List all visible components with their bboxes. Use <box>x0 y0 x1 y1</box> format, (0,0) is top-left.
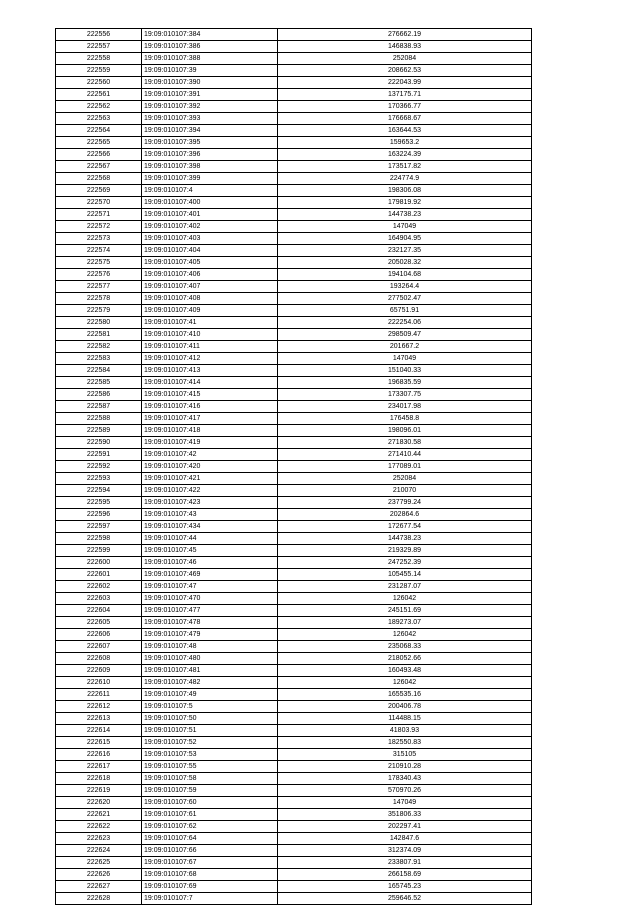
value-cell: 196835.59 <box>278 377 532 389</box>
value-cell: 252084 <box>278 473 532 485</box>
value-cell: 237799.24 <box>278 497 532 509</box>
value-cell: 231287.07 <box>278 581 532 593</box>
row-id-cell: 222613 <box>56 713 142 725</box>
table-row <box>56 377 532 389</box>
row-id-cell: 222610 <box>56 677 142 689</box>
value-cell: 126042 <box>278 593 532 605</box>
cadastral-number-cell: 19:09:010107:39 <box>142 65 278 77</box>
row-id-cell: 222595 <box>56 497 142 509</box>
value-cell: 202297.41 <box>278 821 532 833</box>
table-row <box>56 461 532 473</box>
row-id-cell: 222602 <box>56 581 142 593</box>
cadastral-number-cell: 19:09:010107:388 <box>142 53 278 65</box>
value-cell: 176668.67 <box>278 113 532 125</box>
table-row <box>56 449 532 461</box>
row-id-cell: 222576 <box>56 269 142 281</box>
value-cell: 234017.98 <box>278 401 532 413</box>
value-cell: 189273.07 <box>278 617 532 629</box>
table-row <box>56 677 532 689</box>
value-cell: 179819.92 <box>278 197 532 209</box>
row-id-cell: 222556 <box>56 29 142 41</box>
row-id-cell: 222573 <box>56 233 142 245</box>
table-row <box>56 689 532 701</box>
table-row <box>56 593 532 605</box>
row-id-cell: 222588 <box>56 413 142 425</box>
row-id-cell: 222577 <box>56 281 142 293</box>
table-body <box>56 29 532 905</box>
value-cell: 245151.69 <box>278 605 532 617</box>
table-row <box>56 65 532 77</box>
table-row <box>56 881 532 893</box>
value-cell: 159653.2 <box>278 137 532 149</box>
value-cell: 252084 <box>278 53 532 65</box>
row-id-cell: 222557 <box>56 41 142 53</box>
table-row <box>56 605 532 617</box>
value-cell: 147049 <box>278 221 532 233</box>
row-id-cell: 222572 <box>56 221 142 233</box>
cadastral-number-cell: 19:09:010107:52 <box>142 737 278 749</box>
table-row <box>56 533 532 545</box>
table-row <box>56 77 532 89</box>
cadastral-number-cell: 19:09:010107:393 <box>142 113 278 125</box>
row-id-cell: 222608 <box>56 653 142 665</box>
row-id-cell: 222619 <box>56 785 142 797</box>
cadastral-number-cell: 19:09:010107:404 <box>142 245 278 257</box>
row-id-cell: 222622 <box>56 821 142 833</box>
table-row <box>56 209 532 221</box>
table-row <box>56 665 532 677</box>
row-id-cell: 222559 <box>56 65 142 77</box>
value-cell: 222043.99 <box>278 77 532 89</box>
row-id-cell: 222601 <box>56 569 142 581</box>
cadastral-number-cell: 19:09:010107:68 <box>142 869 278 881</box>
value-cell: 276662.19 <box>278 29 532 41</box>
table-row <box>56 269 532 281</box>
cadastral-number-cell: 19:09:010107:395 <box>142 137 278 149</box>
table-row <box>56 257 532 269</box>
table-row <box>56 701 532 713</box>
row-id-cell: 222591 <box>56 449 142 461</box>
row-id-cell: 222590 <box>56 437 142 449</box>
cadastral-number-cell: 19:09:010107:5 <box>142 701 278 713</box>
value-cell: 105455.14 <box>278 569 532 581</box>
cadastral-number-cell: 19:09:010107:50 <box>142 713 278 725</box>
value-cell: 315105 <box>278 749 532 761</box>
value-cell: 247252.39 <box>278 557 532 569</box>
cadastral-number-cell: 19:09:010107:390 <box>142 77 278 89</box>
value-cell: 351806.33 <box>278 809 532 821</box>
value-cell: 259646.52 <box>278 893 532 905</box>
cadastral-number-cell: 19:09:010107:407 <box>142 281 278 293</box>
cadastral-number-cell: 19:09:010107:41 <box>142 317 278 329</box>
table-row <box>56 185 532 197</box>
row-id-cell: 222623 <box>56 833 142 845</box>
row-id-cell: 222628 <box>56 893 142 905</box>
cadastral-number-cell: 19:09:010107:416 <box>142 401 278 413</box>
row-id-cell: 222565 <box>56 137 142 149</box>
row-id-cell: 222604 <box>56 605 142 617</box>
cadastral-number-cell: 19:09:010107:51 <box>142 725 278 737</box>
cadastral-number-cell: 19:09:010107:46 <box>142 557 278 569</box>
value-cell: 233807.91 <box>278 857 532 869</box>
row-id-cell: 222574 <box>56 245 142 257</box>
table-row <box>56 161 532 173</box>
table-row <box>56 437 532 449</box>
row-id-cell: 222578 <box>56 293 142 305</box>
value-cell: 200406.78 <box>278 701 532 713</box>
table-row <box>56 725 532 737</box>
table-row <box>56 233 532 245</box>
value-cell: 193264.4 <box>278 281 532 293</box>
row-id-cell: 222616 <box>56 749 142 761</box>
value-cell: 173517.82 <box>278 161 532 173</box>
row-id-cell: 222579 <box>56 305 142 317</box>
row-id-cell: 222570 <box>56 197 142 209</box>
cadastral-number-cell: 19:09:010107:481 <box>142 665 278 677</box>
row-id-cell: 222597 <box>56 521 142 533</box>
row-id-cell: 222593 <box>56 473 142 485</box>
cadastral-number-cell: 19:09:010107:480 <box>142 653 278 665</box>
table-row <box>56 713 532 725</box>
value-cell: 178340.43 <box>278 773 532 785</box>
cadastral-number-cell: 19:09:010107:61 <box>142 809 278 821</box>
value-cell: 126042 <box>278 677 532 689</box>
cadastral-number-cell: 19:09:010107:412 <box>142 353 278 365</box>
cadastral-number-cell: 19:09:010107:60 <box>142 797 278 809</box>
row-id-cell: 222575 <box>56 257 142 269</box>
cadastral-number-cell: 19:09:010107:411 <box>142 341 278 353</box>
table-row <box>56 809 532 821</box>
value-cell: 210910.28 <box>278 761 532 773</box>
row-id-cell: 222585 <box>56 377 142 389</box>
table-row <box>56 869 532 881</box>
row-id-cell: 222617 <box>56 761 142 773</box>
row-id-cell: 222625 <box>56 857 142 869</box>
cadastral-number-cell: 19:09:010107:399 <box>142 173 278 185</box>
table-row <box>56 317 532 329</box>
value-cell: 147049 <box>278 353 532 365</box>
row-id-cell: 222611 <box>56 689 142 701</box>
table-row <box>56 581 532 593</box>
table-row <box>56 245 532 257</box>
row-id-cell: 222580 <box>56 317 142 329</box>
value-cell: 266158.69 <box>278 869 532 881</box>
cadastral-number-cell: 19:09:010107:55 <box>142 761 278 773</box>
table-row <box>56 497 532 509</box>
table-row <box>56 569 532 581</box>
table-row <box>56 737 532 749</box>
value-cell: 277502.47 <box>278 293 532 305</box>
value-cell: 164904.95 <box>278 233 532 245</box>
cadastral-number-cell: 19:09:010107:410 <box>142 329 278 341</box>
table-row <box>56 833 532 845</box>
table-row <box>56 425 532 437</box>
value-cell: 271830.58 <box>278 437 532 449</box>
cadastral-number-cell: 19:09:010107:67 <box>142 857 278 869</box>
row-id-cell: 222600 <box>56 557 142 569</box>
data-table <box>55 28 532 905</box>
table-row <box>56 545 532 557</box>
value-cell: 146838.93 <box>278 41 532 53</box>
row-id-cell: 222627 <box>56 881 142 893</box>
value-cell: 142847.6 <box>278 833 532 845</box>
table-row <box>56 173 532 185</box>
row-id-cell: 222609 <box>56 665 142 677</box>
cadastral-number-cell: 19:09:010107:418 <box>142 425 278 437</box>
cadastral-number-cell: 19:09:010107:49 <box>142 689 278 701</box>
cadastral-number-cell: 19:09:010107:398 <box>142 161 278 173</box>
value-cell: 170366.77 <box>278 101 532 113</box>
value-cell: 137175.71 <box>278 89 532 101</box>
row-id-cell: 222587 <box>56 401 142 413</box>
cadastral-number-cell: 19:09:010107:45 <box>142 545 278 557</box>
table-row <box>56 785 532 797</box>
table-row <box>56 293 532 305</box>
cadastral-number-cell: 19:09:010107:406 <box>142 269 278 281</box>
value-cell: 222254.06 <box>278 317 532 329</box>
row-id-cell: 222618 <box>56 773 142 785</box>
value-cell: 235068.33 <box>278 641 532 653</box>
row-id-cell: 222586 <box>56 389 142 401</box>
table-row <box>56 305 532 317</box>
table-row <box>56 773 532 785</box>
row-id-cell: 222624 <box>56 845 142 857</box>
cadastral-number-cell: 19:09:010107:396 <box>142 149 278 161</box>
table-row <box>56 41 532 53</box>
value-cell: 570970.26 <box>278 785 532 797</box>
value-cell: 65751.91 <box>278 305 532 317</box>
cadastral-number-cell: 19:09:010107:59 <box>142 785 278 797</box>
value-cell: 232127.35 <box>278 245 532 257</box>
table-row <box>56 221 532 233</box>
row-id-cell: 222592 <box>56 461 142 473</box>
value-cell: 194104.68 <box>278 269 532 281</box>
cadastral-number-cell: 19:09:010107:421 <box>142 473 278 485</box>
value-cell: 177089.01 <box>278 461 532 473</box>
cadastral-number-cell: 19:09:010107:391 <box>142 89 278 101</box>
table-row <box>56 353 532 365</box>
row-id-cell: 222566 <box>56 149 142 161</box>
table-row <box>56 557 532 569</box>
cadastral-number-cell: 19:09:010107:4 <box>142 185 278 197</box>
row-id-cell: 222603 <box>56 593 142 605</box>
value-cell: 144738.23 <box>278 209 532 221</box>
value-cell: 198306.08 <box>278 185 532 197</box>
row-id-cell: 222626 <box>56 869 142 881</box>
value-cell: 163224.39 <box>278 149 532 161</box>
value-cell: 182550.83 <box>278 737 532 749</box>
table-row <box>56 617 532 629</box>
table-row <box>56 389 532 401</box>
value-cell: 151040.33 <box>278 365 532 377</box>
row-id-cell: 222568 <box>56 173 142 185</box>
row-id-cell: 222584 <box>56 365 142 377</box>
table-row <box>56 281 532 293</box>
row-id-cell: 222564 <box>56 125 142 137</box>
row-id-cell: 222605 <box>56 617 142 629</box>
cadastral-number-cell: 19:09:010107:415 <box>142 389 278 401</box>
cadastral-number-cell: 19:09:010107:420 <box>142 461 278 473</box>
value-cell: 147049 <box>278 797 532 809</box>
table-row <box>56 629 532 641</box>
cadastral-number-cell: 19:09:010107:392 <box>142 101 278 113</box>
cadastral-number-cell: 19:09:010107:43 <box>142 509 278 521</box>
cadastral-number-cell: 19:09:010107:42 <box>142 449 278 461</box>
cadastral-number-cell: 19:09:010107:477 <box>142 605 278 617</box>
cadastral-number-cell: 19:09:010107:470 <box>142 593 278 605</box>
row-id-cell: 222615 <box>56 737 142 749</box>
row-id-cell: 222606 <box>56 629 142 641</box>
table-row <box>56 137 532 149</box>
cadastral-number-cell: 19:09:010107:414 <box>142 377 278 389</box>
table-row <box>56 89 532 101</box>
cadastral-number-cell: 19:09:010107:386 <box>142 41 278 53</box>
table-row <box>56 113 532 125</box>
cadastral-number-cell: 19:09:010107:423 <box>142 497 278 509</box>
table-row <box>56 53 532 65</box>
table-row <box>56 149 532 161</box>
cadastral-number-cell: 19:09:010107:403 <box>142 233 278 245</box>
value-cell: 198096.01 <box>278 425 532 437</box>
row-id-cell: 222621 <box>56 809 142 821</box>
cadastral-number-cell: 19:09:010107:402 <box>142 221 278 233</box>
value-cell: 165745.23 <box>278 881 532 893</box>
table-row <box>56 485 532 497</box>
row-id-cell: 222567 <box>56 161 142 173</box>
row-id-cell: 222581 <box>56 329 142 341</box>
cadastral-number-cell: 19:09:010107:482 <box>142 677 278 689</box>
value-cell: 160493.48 <box>278 665 532 677</box>
cadastral-number-cell: 19:09:010107:478 <box>142 617 278 629</box>
table-row <box>56 521 532 533</box>
cadastral-number-cell: 19:09:010107:384 <box>142 29 278 41</box>
value-cell: 165535.16 <box>278 689 532 701</box>
row-id-cell: 222560 <box>56 77 142 89</box>
table-row <box>56 197 532 209</box>
row-id-cell: 222583 <box>56 353 142 365</box>
value-cell: 172677.54 <box>278 521 532 533</box>
row-id-cell: 222562 <box>56 101 142 113</box>
cadastral-number-cell: 19:09:010107:58 <box>142 773 278 785</box>
table-row <box>56 797 532 809</box>
row-id-cell: 222582 <box>56 341 142 353</box>
cadastral-number-cell: 19:09:010107:64 <box>142 833 278 845</box>
table-row <box>56 125 532 137</box>
row-id-cell: 222607 <box>56 641 142 653</box>
cadastral-number-cell: 19:09:010107:409 <box>142 305 278 317</box>
cadastral-number-cell: 19:09:010107:7 <box>142 893 278 905</box>
cadastral-number-cell: 19:09:010107:401 <box>142 209 278 221</box>
cadastral-number-cell: 19:09:010107:408 <box>142 293 278 305</box>
value-cell: 201667.2 <box>278 341 532 353</box>
value-cell: 208662.53 <box>278 65 532 77</box>
value-cell: 163644.53 <box>278 125 532 137</box>
cadastral-number-cell: 19:09:010107:405 <box>142 257 278 269</box>
row-id-cell: 222612 <box>56 701 142 713</box>
table-row <box>56 821 532 833</box>
cadastral-number-cell: 19:09:010107:394 <box>142 125 278 137</box>
value-cell: 176458.8 <box>278 413 532 425</box>
cadastral-number-cell: 19:09:010107:419 <box>142 437 278 449</box>
value-cell: 271410.44 <box>278 449 532 461</box>
cadastral-number-cell: 19:09:010107:44 <box>142 533 278 545</box>
table-row <box>56 749 532 761</box>
table-row <box>56 341 532 353</box>
row-id-cell: 222569 <box>56 185 142 197</box>
value-cell: 41803.93 <box>278 725 532 737</box>
value-cell: 219329.89 <box>278 545 532 557</box>
row-id-cell: 222620 <box>56 797 142 809</box>
table-row <box>56 473 532 485</box>
table-row <box>56 857 532 869</box>
cadastral-number-cell: 19:09:010107:62 <box>142 821 278 833</box>
row-id-cell: 222599 <box>56 545 142 557</box>
table-row <box>56 761 532 773</box>
table-row <box>56 653 532 665</box>
cadastral-number-cell: 19:09:010107:66 <box>142 845 278 857</box>
cadastral-number-cell: 19:09:010107:48 <box>142 641 278 653</box>
row-id-cell: 222571 <box>56 209 142 221</box>
cadastral-number-cell: 19:09:010107:53 <box>142 749 278 761</box>
value-cell: 173307.75 <box>278 389 532 401</box>
row-id-cell: 222561 <box>56 89 142 101</box>
table-row <box>56 29 532 41</box>
table-row <box>56 101 532 113</box>
table-row <box>56 893 532 905</box>
value-cell: 312374.09 <box>278 845 532 857</box>
value-cell: 114488.15 <box>278 713 532 725</box>
row-id-cell: 222598 <box>56 533 142 545</box>
table-row <box>56 329 532 341</box>
value-cell: 126042 <box>278 629 532 641</box>
value-cell: 202864.6 <box>278 509 532 521</box>
value-cell: 144738.23 <box>278 533 532 545</box>
table-row <box>56 641 532 653</box>
row-id-cell: 222614 <box>56 725 142 737</box>
cadastral-number-cell: 19:09:010107:69 <box>142 881 278 893</box>
row-id-cell: 222558 <box>56 53 142 65</box>
value-cell: 210070 <box>278 485 532 497</box>
table-row <box>56 365 532 377</box>
row-id-cell: 222563 <box>56 113 142 125</box>
table-row <box>56 509 532 521</box>
row-id-cell: 222594 <box>56 485 142 497</box>
table-row <box>56 845 532 857</box>
row-id-cell: 222589 <box>56 425 142 437</box>
cadastral-number-cell: 19:09:010107:479 <box>142 629 278 641</box>
cadastral-number-cell: 19:09:010107:417 <box>142 413 278 425</box>
cadastral-number-cell: 19:09:010107:47 <box>142 581 278 593</box>
value-cell: 298509.47 <box>278 329 532 341</box>
value-cell: 224774.9 <box>278 173 532 185</box>
table-row <box>56 401 532 413</box>
cadastral-number-cell: 19:09:010107:400 <box>142 197 278 209</box>
cadastral-number-cell: 19:09:010107:469 <box>142 569 278 581</box>
value-cell: 218052.66 <box>278 653 532 665</box>
value-cell: 205028.32 <box>278 257 532 269</box>
row-id-cell: 222596 <box>56 509 142 521</box>
cadastral-number-cell: 19:09:010107:434 <box>142 521 278 533</box>
table-row <box>56 413 532 425</box>
cadastral-number-cell: 19:09:010107:413 <box>142 365 278 377</box>
cadastral-number-cell: 19:09:010107:422 <box>142 485 278 497</box>
